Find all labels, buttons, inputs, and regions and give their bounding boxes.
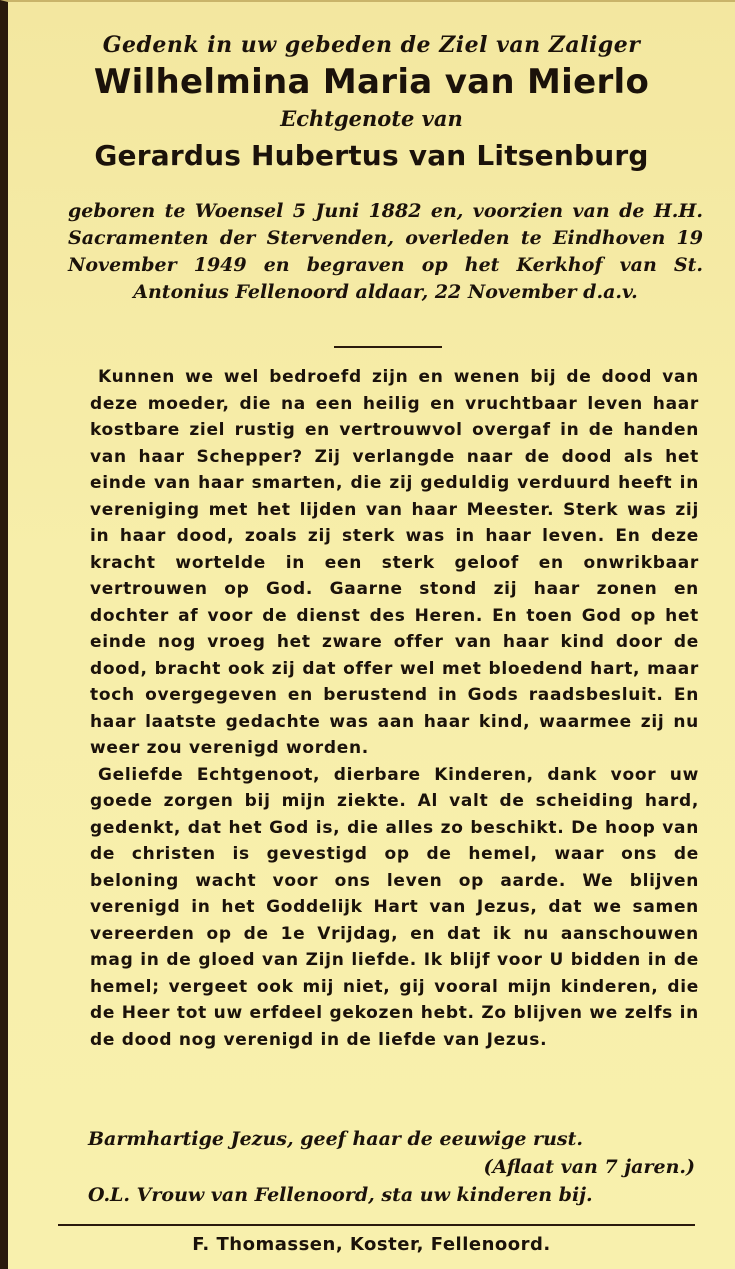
prayer-block <box>88 1125 695 1209</box>
divider-long <box>58 1224 695 1226</box>
intro-line: Gedenk in uw gebeden de Ziel van Zaliger <box>102 32 641 58</box>
header <box>8 32 735 172</box>
life-dates: geboren te Woensel 5 Juni 1882 en, voorzien van de H.H. Sacramenten der Stervenden, overleden te Eindhoven 19 November 1949 en begraven op het Kerkhof van St. Antonius Fellenoord aldaar, 22 November d.a.v. <box>68 200 703 303</box>
spouse-name: Gerardus Hubertus van Litsenburg <box>94 139 649 172</box>
memorial-text <box>90 364 699 1053</box>
footer-printer: F. Thomassen, Koster, Fellenoord. <box>192 1234 551 1255</box>
paragraph-1: Kunnen we wel bedroefd zijn en wenen bij de dood van deze moeder, die na een heilig en vruchtbaar leven haar kostbare ziel rustig en vertrouwvol overgaf in de handen van haar Schepper? Zij verlangde naar de dood als het einde van haar smarten, die zij geduldig verduurd heeft in vereniging met het lijden van haar Meester. Sterk was zij in haar dood, zoals zij sterk was in haar leven. En deze kracht wortelde in een sterk geloof en onwrikbaar vertrouwen op God. Gaarne stond zij haar zonen en dochter af voor de dienst des Heren. En toen God op het einde nog vroeg het zware offer van haar kind door de dood, bracht ook zij dat offer wel met bloedend hart, maar toch overgegeven en berustend in Gods raadsbesluit. En haar laatste gedachte was aan haar kind, waarmee zij nu weer zou verenigd worden. <box>90 367 699 758</box>
prayer-line-2: O.L. Vrouw van Fellenoord, sta uw kinderen bij. <box>88 1184 593 1206</box>
divider-short <box>334 346 442 348</box>
prayer-line-1: Barmhartige Jezus, geef haar de eeuwige rust. <box>88 1128 583 1150</box>
paragraph-2: Geliefde Echtgenoot, dierbare Kinderen, dank voor uw goede zorgen bij mijn ziekte. Al valt de scheiding hard, gedenkt, dat het God is, die alles zo beschikt. De hoop van de christen is gevestigd op de hemel, waar ons de beloning wacht voor ons leven op aarde. We blijven verenigd in het Goddelijk Hart van Jezus, dat we samen vereerden op de 1e Vrijdag, en dat ik nu aanschouwen mag in de gloed van Zijn liefde. Ik blijf voor U bidden in de hemel; vergeet ook mij niet, gij vooral mijn kinderen, die de Heer tot uw erfdeel gekozen hebt. Zo blijven we zelfs in de dood nog verenigd in de liefde van Jezus. <box>90 764 699 1050</box>
deceased-name: Wilhelmina Maria van Mierlo <box>93 62 650 102</box>
indulgence-note: (Aflaat van 7 jaren.) <box>483 1156 695 1178</box>
spouse-label: Echtgenote van <box>280 106 463 131</box>
